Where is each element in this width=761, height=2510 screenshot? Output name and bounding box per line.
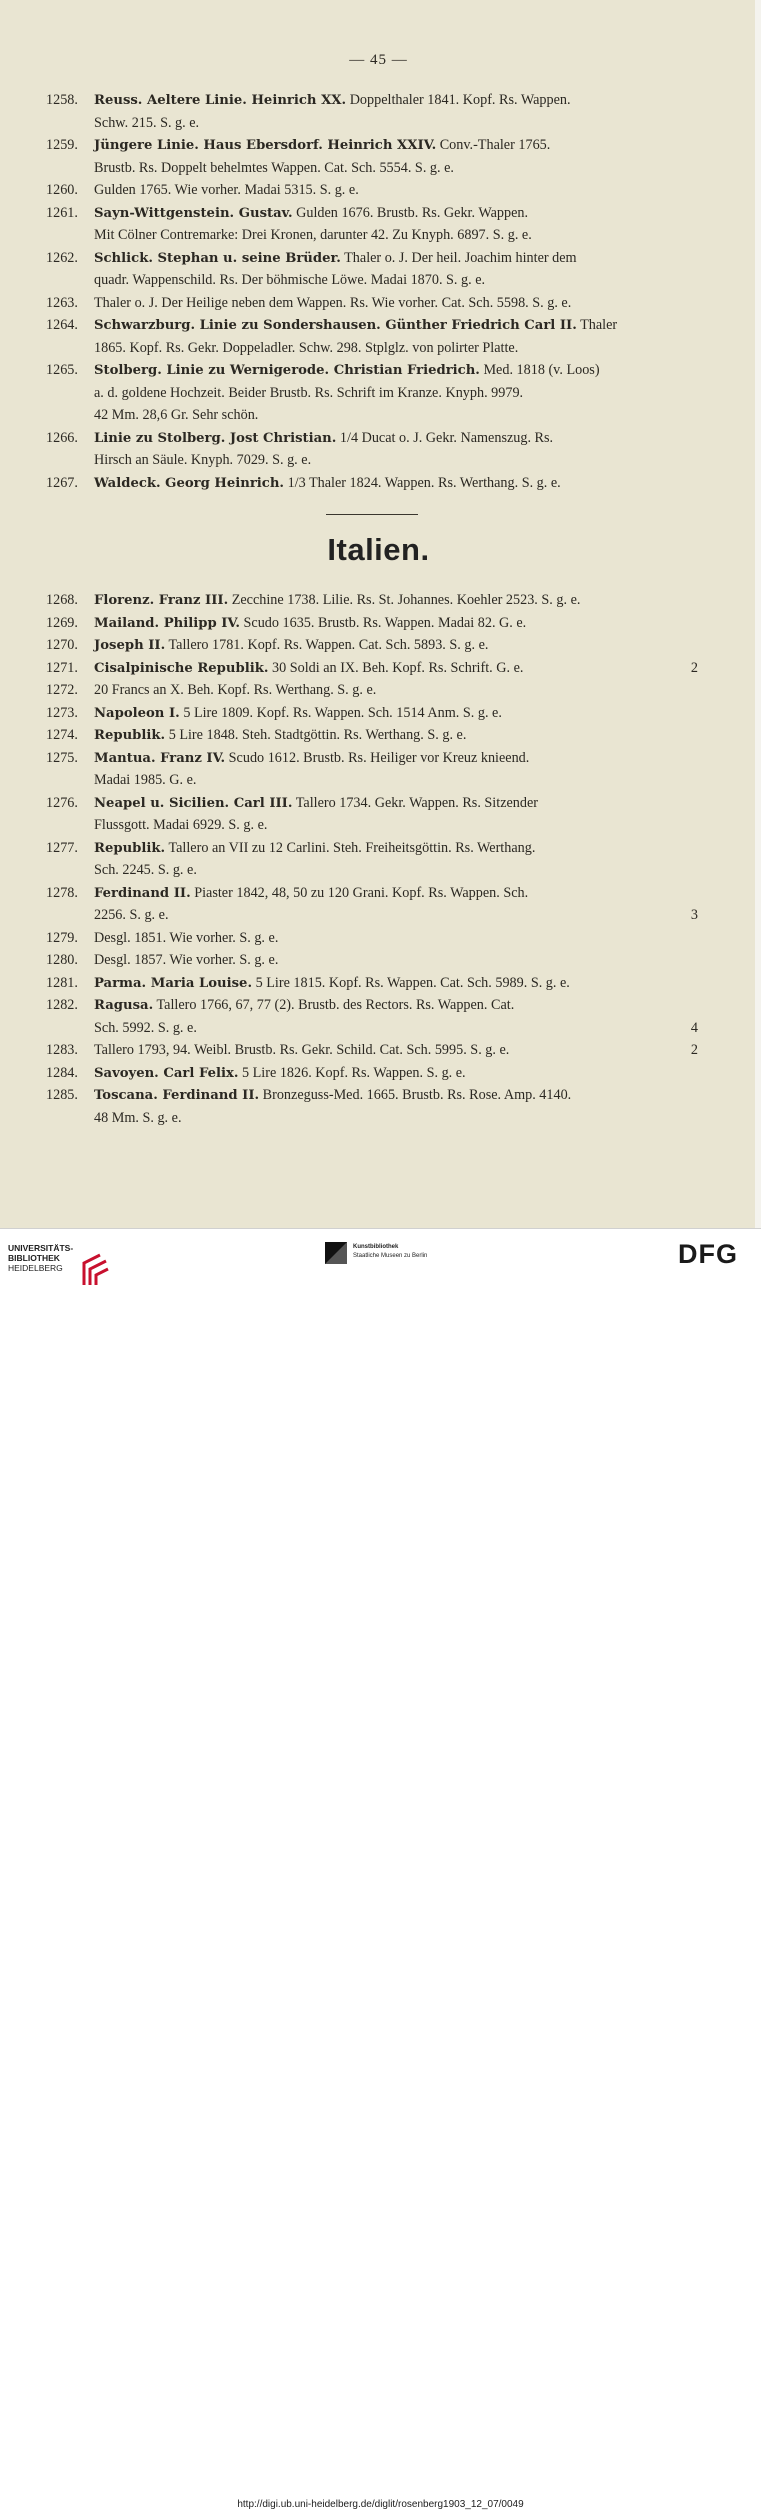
catalog-entry bbox=[46, 927, 706, 950]
entry-line bbox=[46, 859, 706, 882]
entry-heading: Republik. bbox=[94, 728, 166, 743]
entry-line bbox=[46, 634, 706, 657]
entry-line bbox=[46, 269, 706, 292]
entry-price: 2 bbox=[690, 659, 698, 676]
entry-heading: Mantua. Franz IV. bbox=[94, 750, 226, 766]
entry-line bbox=[46, 972, 706, 995]
entry-line bbox=[46, 949, 706, 972]
catalog-entry bbox=[46, 949, 706, 972]
entry-number: 1265. bbox=[46, 362, 78, 378]
entry-description: Tallero 1766, 67, 77 (2). Brustb. des Rectors. Rs. Wappen. Cat. bbox=[156, 997, 515, 1013]
entry-line bbox=[46, 112, 706, 135]
entry-line bbox=[46, 612, 706, 635]
dfg-logo[interactable]: DFG bbox=[678, 1239, 738, 1269]
kunstbibliothek-mark-icon bbox=[325, 1242, 347, 1264]
entry-heading: Schwarzburg. Linie zu Sondershausen. Günther Friedrich Carl II. bbox=[94, 318, 577, 333]
entry-description: quadr. Wappenschild. Rs. Der böhmische Löwe. Madai 1870. S. g. e. bbox=[94, 272, 486, 288]
kb-title: Kunstbibliothek bbox=[353, 1244, 399, 1250]
entry-line bbox=[46, 382, 706, 405]
entry-line bbox=[46, 224, 706, 247]
entry-heading: Toscana. Ferdinand II. bbox=[94, 1088, 260, 1103]
entry-price: 2 bbox=[690, 1042, 698, 1058]
entry-description: 20 Francs an X. Beh. Kopf. Rs. Werthang. S. g. e. bbox=[94, 682, 377, 698]
entry-number: 1266. bbox=[46, 429, 78, 446]
entry-description: Mit Cölner Contremarke: Drei Kronen, darunter 42. Zu Knyph. 6897. S. g. e. bbox=[94, 227, 532, 243]
entry-description: 5 Lire 1809. Kopf. Rs. Wappen. Sch. 1514 Anm. S. g. e. bbox=[183, 704, 502, 721]
entry-description: Scudo 1635. Brustb. Rs. Wappen. Madai 82. G. e. bbox=[243, 614, 527, 631]
entry-number: 1267. bbox=[46, 474, 78, 491]
entry-heading: Parma. Maria Louise. bbox=[94, 975, 253, 991]
entry-description: Tallero an VII zu 12 Carlini. Steh. Freiheitsgöttin. Rs. Werthang. bbox=[168, 839, 536, 856]
entry-description: Sch. 5992. S. g. e. bbox=[94, 1019, 197, 1036]
entry-description: Thaler o. J. Der Heilige neben dem Wappen. Rs. Wie vorher. Cat. Sch. 5598. S. g. e. bbox=[94, 294, 572, 311]
entry-line bbox=[46, 589, 706, 612]
entry-line bbox=[46, 702, 706, 725]
source-url[interactable]: http://digi.ub.uni-heidelberg.de/diglit/rosenberg1903_12_07/0049 bbox=[237, 2499, 524, 2510]
entry-number: 1280. bbox=[46, 952, 78, 968]
entry-number: 1279. bbox=[46, 929, 78, 946]
entry-number: 1260. bbox=[46, 182, 78, 198]
entry-heading: Ragusa. bbox=[94, 998, 154, 1013]
entry-heading: Waldeck. Georg Heinrich. bbox=[94, 475, 285, 491]
catalog-entry bbox=[46, 202, 706, 247]
entry-line bbox=[46, 337, 706, 360]
catalog-entry bbox=[46, 882, 706, 927]
catalog-entry bbox=[46, 359, 706, 427]
catalog-entry bbox=[46, 657, 706, 680]
kb-subtitle: Staatliche Museen zu Berlin bbox=[353, 1253, 428, 1259]
entry-line bbox=[46, 1062, 706, 1085]
entry-description: Schw. 215. S. g. e. bbox=[94, 114, 200, 131]
entry-description: 48 Mm. S. g. e. bbox=[94, 1109, 182, 1126]
university-line-1: UNIVERSITÄTS- bbox=[8, 1243, 74, 1253]
entry-description: a. d. goldene Hochzeit. Beider Brustb. Rs. Schrift im Kranze. Knyph. 9979. bbox=[94, 384, 524, 401]
entry-line bbox=[46, 472, 706, 495]
entry-number: 1258. bbox=[46, 92, 78, 108]
entry-line bbox=[46, 904, 706, 927]
catalog-entry bbox=[46, 792, 706, 837]
entry-number: 1283. bbox=[46, 1042, 78, 1058]
entry-description: Hirsch an Säule. Knyph. 7029. S. g. e. bbox=[94, 452, 312, 468]
entry-number: 1270. bbox=[46, 637, 78, 653]
page-edge bbox=[755, 0, 761, 1228]
entry-number: 1275. bbox=[46, 749, 78, 766]
entry-number: 1274. bbox=[46, 727, 78, 743]
entry-line bbox=[46, 1084, 706, 1107]
entry-description: Tallero 1781. Kopf. Rs. Wappen. Cat. Sch. 5893. S. g. e. bbox=[168, 637, 489, 653]
entry-description: Thaler o. J. Der heil. Joachim hinter dem bbox=[344, 249, 577, 266]
catalog-entry bbox=[46, 1062, 706, 1085]
entry-line bbox=[46, 247, 706, 270]
catalog-entry bbox=[46, 314, 706, 359]
entry-description: 1/3 Thaler 1824. Wappen. Rs. Werthang. S. g. e. bbox=[287, 474, 561, 491]
entry-description: 1/4 Ducat o. J. Gekr. Namenszug. Rs. bbox=[339, 429, 554, 446]
entry-description: 5 Lire 1826. Kopf. Rs. Wappen. S. g. e. bbox=[242, 1064, 466, 1081]
catalog-entry bbox=[46, 247, 706, 292]
entry-line bbox=[46, 449, 706, 472]
scanned-page bbox=[0, 0, 757, 1228]
entry-description: Brustb. Rs. Doppelt behelmtes Wappen. Cat. Sch. 5554. S. g. e. bbox=[94, 159, 454, 176]
entry-description: Desgl. 1857. Wie vorher. S. g. e. bbox=[94, 952, 279, 968]
catalog-entry bbox=[46, 134, 706, 179]
entry-description: Gulden 1676. Brustb. Rs. Gekr. Wappen. bbox=[296, 204, 529, 221]
entry-description: 2256. S. g. e. bbox=[94, 907, 169, 923]
entry-line bbox=[46, 769, 706, 792]
catalog-entry bbox=[46, 634, 706, 657]
entry-line bbox=[46, 747, 706, 770]
page-number: — 45 — bbox=[349, 52, 408, 68]
entry-line bbox=[46, 994, 706, 1017]
entry-description: 42 Mm. 28,6 Gr. Sehr schön. bbox=[94, 407, 259, 423]
entry-description: Med. 1818 (v. Loos) bbox=[483, 362, 600, 378]
university-mark-icon bbox=[80, 1253, 110, 1287]
entry-line bbox=[46, 657, 706, 680]
catalog-entry bbox=[46, 747, 706, 792]
entry-heading: Savoyen. Carl Felix. bbox=[94, 1065, 239, 1081]
entry-number: 1282. bbox=[46, 997, 78, 1013]
entry-number: 1271. bbox=[46, 659, 78, 676]
entry-heading: Linie zu Stolberg. Jost Christian. bbox=[94, 430, 337, 446]
entry-line bbox=[46, 679, 706, 702]
entry-line bbox=[46, 837, 706, 860]
entry-heading: Stolberg. Linie zu Wernigerode. Christian Friedrich. bbox=[94, 363, 480, 378]
entry-line bbox=[46, 724, 706, 747]
catalog-entry bbox=[46, 994, 706, 1039]
entry-heading: Napoleon I. bbox=[94, 705, 180, 721]
entry-number: 1264. bbox=[46, 317, 78, 333]
catalog-entry bbox=[46, 427, 706, 472]
entries-italien bbox=[46, 589, 706, 1129]
entry-number: 1276. bbox=[46, 794, 78, 811]
university-line-2: BIBLIOTHEK bbox=[8, 1253, 60, 1263]
entry-heading: Schlick. Stephan u. seine Brüder. bbox=[94, 250, 341, 266]
entry-line bbox=[46, 314, 706, 337]
entry-number: 1284. bbox=[46, 1064, 78, 1081]
entry-description: Bronzeguss-Med. 1665. Brustb. Rs. Rose. Amp. 4140. bbox=[262, 1087, 572, 1103]
catalog-entry bbox=[46, 679, 706, 702]
entry-description: 1865. Kopf. Rs. Gekr. Doppeladler. Schw. 298. Stplglz. von polirter Platte. bbox=[94, 339, 519, 356]
entry-line bbox=[46, 927, 706, 950]
entry-description: Sch. 2245. S. g. e. bbox=[94, 862, 197, 878]
entry-line bbox=[46, 1039, 706, 1062]
entry-number: 1272. bbox=[46, 682, 78, 698]
catalog-entry bbox=[46, 1039, 706, 1062]
entry-heading: Ferdinand II. bbox=[94, 885, 191, 901]
entry-line bbox=[46, 134, 706, 157]
entry-line bbox=[46, 427, 706, 450]
entry-price: 4 bbox=[690, 1019, 698, 1036]
entry-line bbox=[46, 792, 706, 815]
entry-line bbox=[46, 179, 706, 202]
catalog-entry bbox=[46, 1084, 706, 1129]
entry-heading: Florenz. Franz III. bbox=[94, 593, 229, 608]
entry-number: 1281. bbox=[46, 974, 78, 991]
entry-description: Flussgott. Madai 6929. S. g. e. bbox=[94, 817, 268, 833]
entry-number: 1262. bbox=[46, 249, 78, 266]
entry-heading: Neapel u. Sicilien. Carl III. bbox=[94, 795, 293, 811]
entry-price: 3 bbox=[690, 907, 698, 923]
entry-number: 1269. bbox=[46, 614, 78, 631]
entry-heading: Republik. bbox=[94, 840, 166, 856]
entry-number: 1263. bbox=[46, 294, 78, 311]
entry-line bbox=[46, 89, 706, 112]
entry-description: Tallero 1734. Gekr. Wappen. Rs. Sitzender bbox=[295, 794, 538, 811]
catalog-entry bbox=[46, 724, 706, 747]
entry-description: Desgl. 1851. Wie vorher. S. g. e. bbox=[94, 929, 279, 946]
entry-number: 1268. bbox=[46, 592, 78, 608]
entry-description: Piaster 1842, 48, 50 zu 120 Grani. Kopf. Rs. Wappen. Sch. bbox=[194, 884, 529, 901]
entry-number: 1285. bbox=[46, 1087, 78, 1103]
catalog-entry bbox=[46, 179, 706, 202]
entry-number: 1261. bbox=[46, 204, 78, 221]
footer-bar bbox=[0, 1228, 761, 2510]
entries-before bbox=[46, 89, 706, 494]
university-library-logo[interactable] bbox=[8, 1243, 73, 1273]
catalog-entry bbox=[46, 612, 706, 635]
catalog-entry bbox=[46, 292, 706, 315]
entry-heading: Jüngere Linie. Haus Ebersdorf. Heinrich XXIV. bbox=[94, 138, 437, 153]
entry-line bbox=[46, 359, 706, 382]
entry-description: Tallero 1793, 94. Weibl. Brustb. Rs. Gekr. Schild. Cat. Sch. 5995. S. g. e. bbox=[94, 1042, 510, 1058]
entry-line bbox=[46, 882, 706, 905]
entry-line bbox=[46, 157, 706, 180]
entry-description: Thaler bbox=[580, 317, 618, 333]
catalog-entry bbox=[46, 837, 706, 882]
entry-number: 1259. bbox=[46, 137, 78, 153]
catalog-entry bbox=[46, 702, 706, 725]
entry-heading: Cisalpinische Republik. bbox=[94, 660, 269, 676]
entry-description: Scudo 1612. Brustb. Rs. Heiliger vor Kreuz knieend. bbox=[228, 749, 530, 766]
entry-description: 30 Soldi an IX. Beh. Kopf. Rs. Schrift. G. e. bbox=[272, 659, 524, 676]
entry-heading: Reuss. Aeltere Linie. Heinrich XX. bbox=[94, 93, 347, 108]
entry-description: 5 Lire 1815. Kopf. Rs. Wappen. Cat. Sch. 5989. S. g. e. bbox=[255, 974, 570, 991]
entry-line bbox=[46, 202, 706, 225]
entry-number: 1278. bbox=[46, 884, 78, 901]
entry-description: Conv.-Thaler 1765. bbox=[439, 137, 551, 153]
catalog-entry bbox=[46, 472, 706, 495]
entry-description: Madai 1985. G. e. bbox=[94, 772, 197, 788]
entry-line bbox=[46, 1017, 706, 1040]
entry-line bbox=[46, 292, 706, 315]
entry-line bbox=[46, 404, 706, 427]
catalog-entry bbox=[46, 589, 706, 612]
entry-description: 5 Lire 1848. Steh. Stadtgöttin. Rs. Werthang. S. g. e. bbox=[168, 727, 467, 743]
university-line-3: HEIDELBERG bbox=[8, 1263, 63, 1273]
entry-description: Doppelthaler 1841. Kopf. Rs. Wappen. bbox=[349, 92, 571, 108]
catalog-entry bbox=[46, 972, 706, 995]
entry-number: 1273. bbox=[46, 704, 78, 721]
entry-description: Zecchine 1738. Lilie. Rs. St. Johannes. Koehler 2523. S. g. e. bbox=[231, 592, 581, 608]
section-title: Italien. bbox=[327, 532, 430, 567]
entry-heading: Sayn-Wittgenstein. Gustav. bbox=[94, 205, 293, 221]
entry-line bbox=[46, 814, 706, 837]
entry-line bbox=[46, 1107, 706, 1130]
entry-heading: Mailand. Philipp IV. bbox=[94, 615, 240, 631]
section-divider bbox=[326, 514, 418, 515]
entry-number: 1277. bbox=[46, 839, 78, 856]
entry-heading: Joseph II. bbox=[94, 638, 166, 653]
catalog-entry bbox=[46, 89, 706, 134]
entry-description: Gulden 1765. Wie vorher. Madai 5315. S. g. e. bbox=[94, 182, 359, 198]
